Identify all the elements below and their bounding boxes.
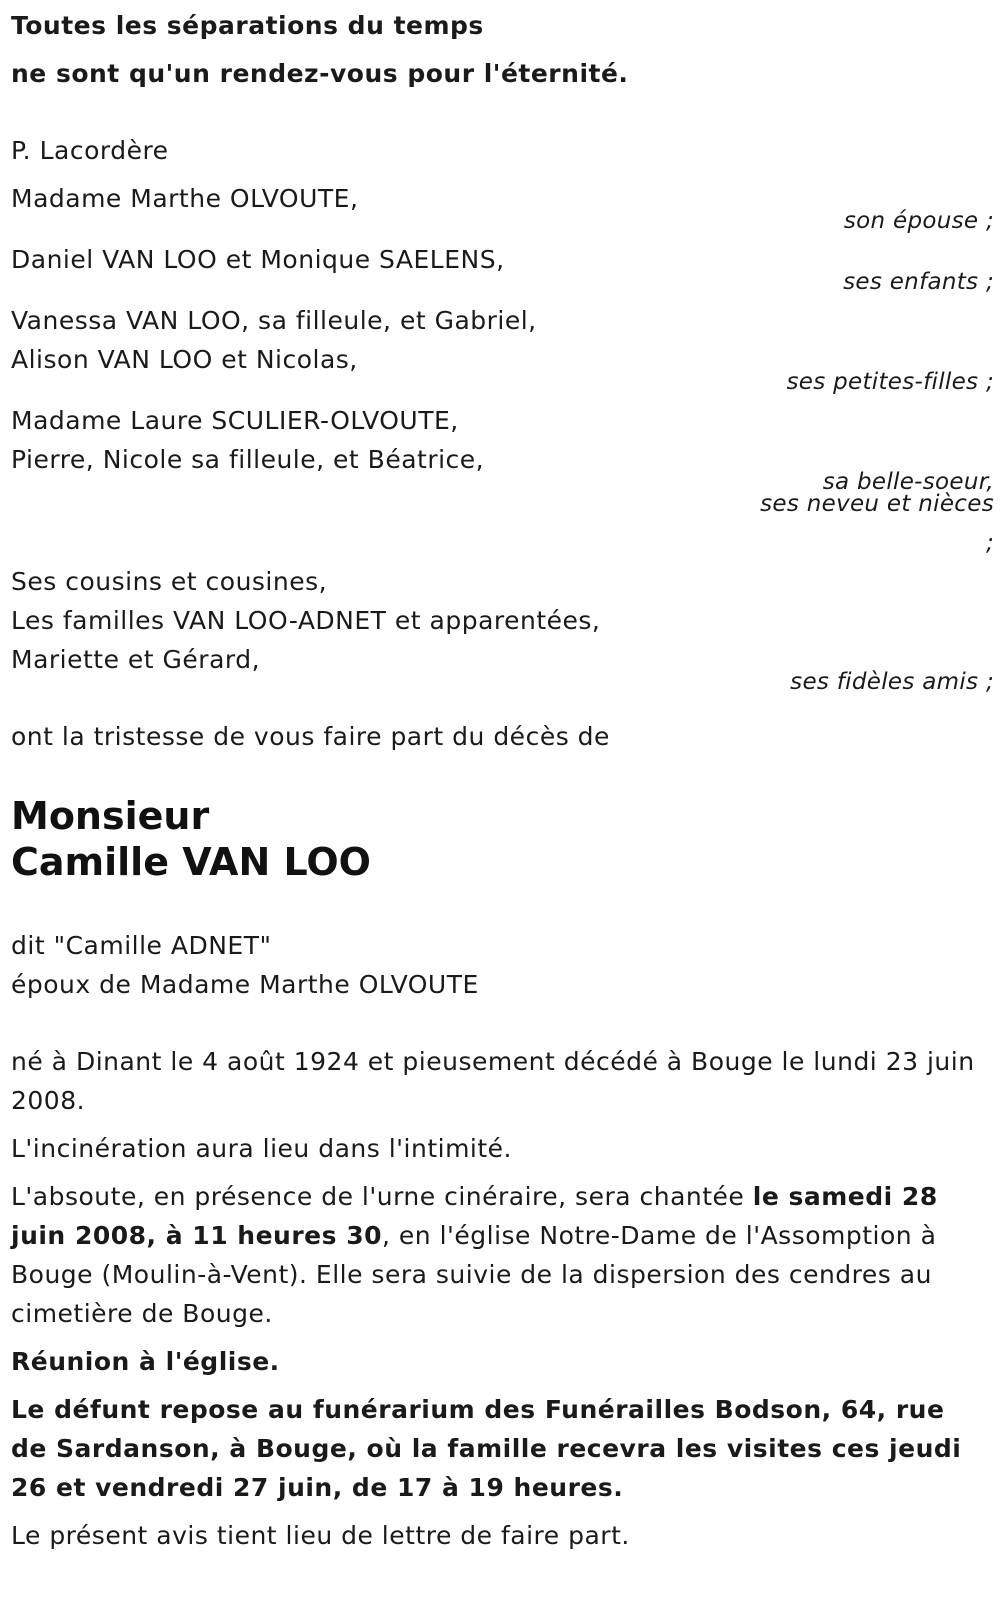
visitation-paragraph: Le défunt repose au funérarium des Funérailles Bodson, 64, rue de Sardanson, à Bouge, où la famille recevra les visites ces jeudi 26 et vendredi 27 juin, de 17 à 19 heures.: [11, 1395, 962, 1502]
deceased-spouse: époux de Madame Marthe OLVOUTE: [11, 970, 479, 999]
inlaw-line-1: Madame Laure SCULIER-OLVOUTE,: [11, 406, 459, 435]
others-line-1: Ses cousins et cousines,: [11, 567, 328, 596]
children-relation: ses enfants ;: [843, 269, 994, 295]
quote-line-1: Toutes les séparations du temps: [11, 11, 484, 40]
children-names: Daniel VAN LOO et Monique SAELENS,: [11, 245, 505, 274]
absoute-date: le samedi 28 juin 2008, à 11 heures 30: [11, 1182, 938, 1250]
birth-death-paragraph: né à Dinant le 4 août 1924 et pieusement décédé à Bouge le lundi 23 juin 2008.: [11, 1047, 975, 1115]
absoute-rest: , en l'église Notre-Dame de l'Assomption à Bouge (Moulin-à-Vent). Elle sera suivie de la dispersion des cendres au cimetière de Bouge.: [11, 1221, 937, 1328]
inlaw-relation-3: ;: [985, 530, 994, 556]
deceased-name: Camille VAN LOO: [11, 840, 371, 884]
grandchildren-line-2: Alison VAN LOO et Nicolas,: [11, 345, 358, 374]
inlaw-line-2: Pierre, Nicole sa filleule, et Béatrice,: [11, 445, 485, 474]
spouse-relation: son épouse ;: [843, 208, 994, 234]
grandchildren-relation: ses petites-filles ;: [786, 369, 994, 395]
deceased-alias: dit "Camille ADNET": [11, 931, 272, 960]
others-relation: ses fidèles amis ;: [790, 669, 994, 695]
quote-author: P. Lacordère: [11, 136, 169, 165]
absoute-paragraph: [11, 1177, 986, 1333]
quote-line-2: ne sont qu'un rendez-vous pour l'éternité.: [11, 59, 629, 88]
closing-paragraph: Le présent avis tient lieu de lettre de faire part.: [11, 1521, 630, 1550]
absoute-intro: L'absoute, en présence de l'urne cinéraire, sera chantée: [11, 1182, 753, 1211]
announcement: ont la tristesse de vous faire part du décès de: [11, 722, 610, 751]
grandchildren-line-1: Vanessa VAN LOO, sa filleule, et Gabriel,: [11, 306, 537, 335]
meeting-paragraph: Réunion à l'église.: [11, 1347, 280, 1376]
inlaw-relation-1: sa belle-soeur,: [822, 469, 994, 495]
others-line-3: Mariette et Gérard,: [11, 645, 261, 674]
inlaw-relation-2: ses neveu et nièces: [760, 491, 994, 517]
deceased-title: Monsieur: [11, 794, 210, 838]
cremation-paragraph: L'incinération aura lieu dans l'intimité.: [11, 1134, 513, 1163]
spouse-name: Madame Marthe OLVOUTE,: [11, 184, 359, 213]
others-line-2: Les familles VAN LOO-ADNET et apparentées,: [11, 606, 601, 635]
